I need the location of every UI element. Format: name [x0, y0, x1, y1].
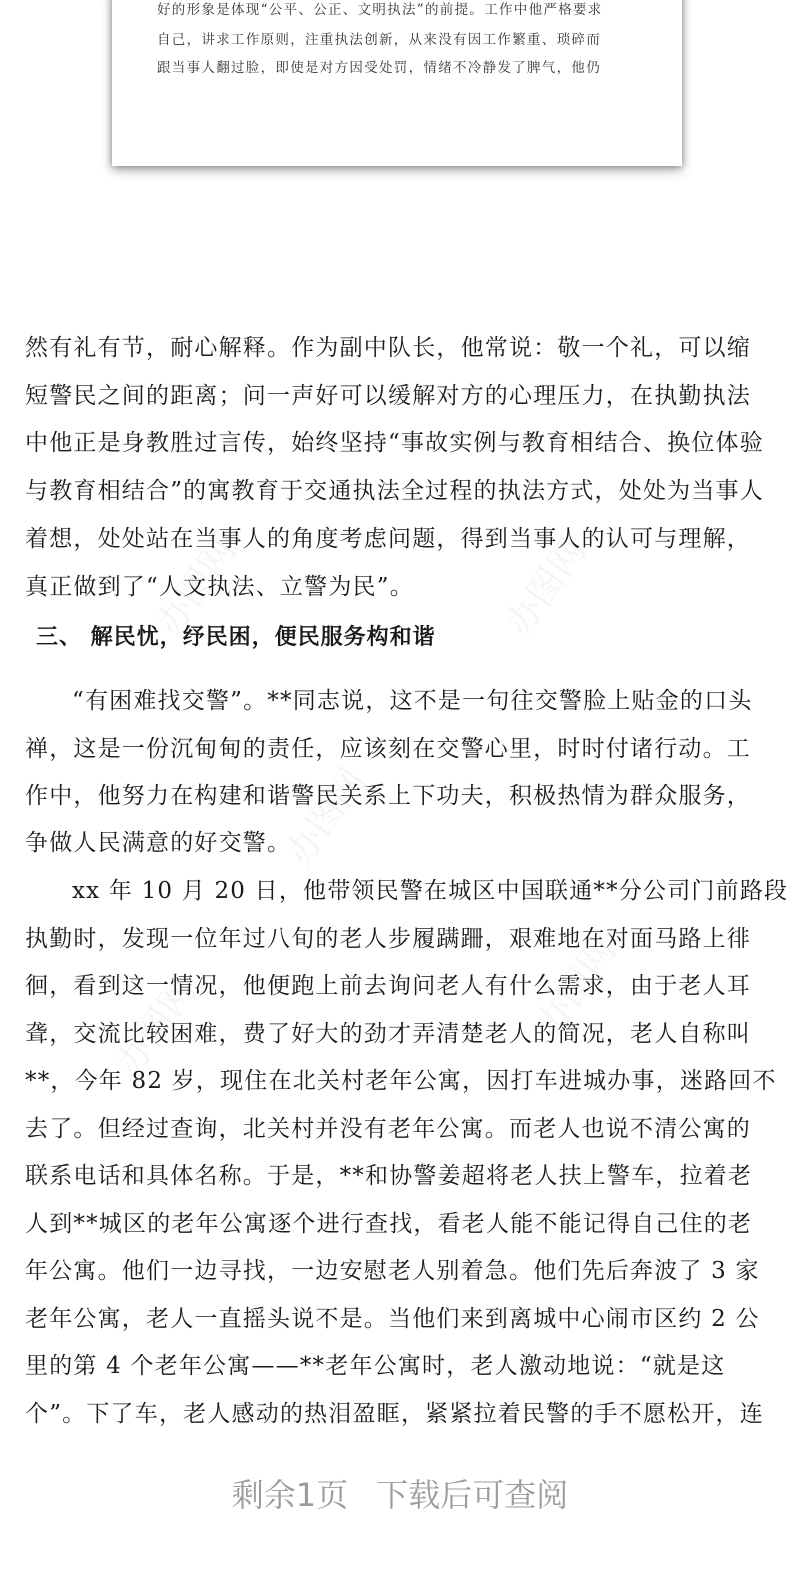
- remaining-pages-notice[interactable]: 剩余1页 下载后可查阅: [231, 1476, 569, 1514]
- text-line: 里的第 4 个老年公寓——**老年公寓时，老人激动地说：“就是这: [25, 1353, 726, 1379]
- card-line: 好的形象是体现“公平、公正、文明执法”的前提。工作中他严格要求: [157, 2, 603, 18]
- text-line: 年公寓。他们一边寻找，一边安慰老人别着急。他们先后奔波了 3 家: [25, 1258, 760, 1284]
- text-line: 聋，交流比较困难，费了好大的劲才弄清楚老人的简况，老人自称叫: [25, 1021, 751, 1047]
- text-line: 徊，看到这一情况，他便跑上前去询问老人有什么需求，由于老人耳: [25, 973, 751, 999]
- previous-page-card: [112, 0, 682, 166]
- text-line: 与教育相结合”的寓教育于交通执法全过程的执法方式，处处为当事人: [25, 478, 764, 504]
- card-line: 跟当事人翻过脸，即使是对方因受处罚，情绪不冷静发了脾气，他仍: [157, 60, 601, 76]
- text-line: 人到**城区的老年公寓逐个进行查找，看老人能不能记得自己住的老: [25, 1211, 753, 1237]
- card-line: 自己，讲求工作原则，注重执法创新，从来没有因工作繁重、琐碎而: [157, 32, 601, 48]
- text-line: “有困难找交警”。**同志说，这不是一句往交警脸上贴金的口头: [72, 688, 753, 714]
- text-line: 联系电话和具体名称。于是，**和协警姜超将老人扶上警车，拉着老: [25, 1163, 753, 1189]
- text-line: 老年公寓，老人一直摇头说不是。当他们来到离城中心闹市区约 2 公: [25, 1306, 760, 1332]
- text-line: 短警民之间的距离；问一声好可以缓解对方的心理压力，在执勤执法: [25, 383, 751, 409]
- text-line: 去了。但经过查询，北关村并没有老年公寓。而老人也说不清公寓的: [25, 1116, 751, 1142]
- text-line: 中他正是身教胜过言传，始终坚持“事故实例与教育相结合、换位体验: [25, 430, 764, 456]
- text-line: **，今年 82 岁，现住在北关村老年公寓，因打车进城办事，迷路回不: [25, 1068, 777, 1094]
- text-line: 争做人民满意的好交警。: [25, 830, 292, 856]
- text-line: 着想，处处站在当事人的角度考虑问题，得到当事人的认可与理解，: [25, 526, 751, 552]
- text-line: 执勤时，发现一位年过八旬的老人步履蹒跚，艰难地在对面马路上徘: [25, 926, 751, 952]
- text-line: 个”。下了车，老人感动的热泪盈眶，紧紧拉着民警的手不愿松开，连: [25, 1401, 764, 1427]
- section-heading: 三、 解民忧，纾民困，便民服务构和谐: [36, 625, 436, 650]
- text-line: 禅，这是一份沉甸甸的责任，应该刻在交警心里，时时付诸行动。工: [25, 736, 751, 762]
- text-line: 然有礼有节，耐心解释。作为副中队长，他常说：敬一个礼，可以缩: [25, 335, 751, 361]
- text-line: xx 年 10 月 20 日，他带领民警在城区中国联通**分公司门前路段: [72, 878, 789, 904]
- text-line: 真正做到了“人文执法、立警为民”。: [25, 574, 414, 600]
- text-line: 作中，他努力在构建和谐警民关系上下功夫，积极热情为群众服务，: [25, 783, 751, 809]
